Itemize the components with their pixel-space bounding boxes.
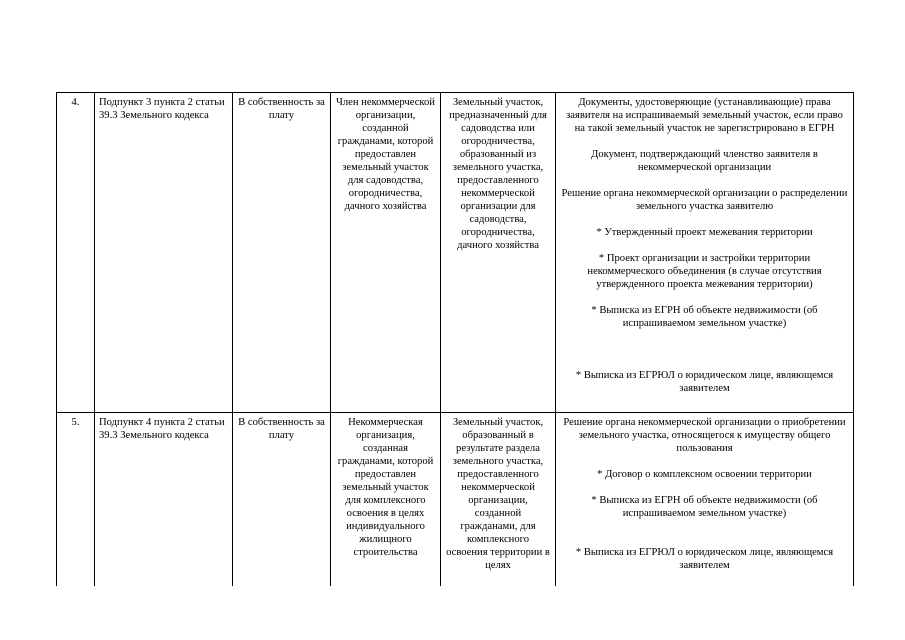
document-item: * Выписка из ЕГРЮЛ о юридическом лице, являющемся заявителем	[575, 370, 834, 394]
document-item: Решение органа некоммерческой организации о приобретении земельного участка, относящегося к имуществу общего пользования	[563, 417, 846, 454]
document-item: * Выписка из ЕГРЮЛ о юридическом лице, являющемся заявителем	[575, 547, 834, 571]
document-item: Документ, подтверждающий членство заявителя в некоммерческой организации	[591, 149, 818, 173]
right-type: В собственность за плату	[233, 413, 331, 587]
document-item: * Проект организации и застройки территории некоммерческого объединения (в случае отсутствия утвержденного проекта межевания территории)	[587, 253, 822, 290]
document-item: * Утвержденный проект межевания территории	[596, 227, 813, 238]
legal-basis: Подпункт 3 пункта 2 статьи 39.3 Земельного кодекса	[95, 93, 233, 413]
document-item: * Договор о комплексном освоении территории	[597, 469, 812, 480]
documents-list	[556, 93, 854, 413]
table-row	[57, 413, 854, 587]
document-item: Документы, удостоверяющие (устанавливающие) права заявителя на испрашиваемый земельный участок, если право на такой земельный участок не зарегистрировано в ЕГРН	[566, 97, 843, 134]
document-item: * Выписка из ЕГРН об объекте недвижимости (об испрашиваемом земельном участке)	[591, 495, 818, 519]
applicant: Член некоммерческой организации, созданной гражданами, которой предоставлен земельный участок для садоводства, огородничества, дачного хозяйства	[331, 93, 441, 413]
documents-list	[556, 413, 854, 587]
document-item: * Выписка из ЕГРН об объекте недвижимости (об испрашиваемом земельном участке)	[591, 305, 818, 329]
row-number: 4.	[57, 93, 95, 413]
services-table	[56, 92, 854, 586]
legal-basis: Подпункт 4 пункта 2 статьи 39.3 Земельного кодекса	[95, 413, 233, 587]
table-row	[57, 93, 854, 413]
land-plot: Земельный участок, образованный в результате раздела земельного участка, предоставленного некоммерческой организации, созданной гражданами, для комплексного освоения территории в целях	[441, 413, 556, 587]
row-number: 5.	[57, 413, 95, 587]
land-plot: Земельный участок, предназначенный для садоводства или огородничества, образованный из земельного участка, предоставленного некоммерческой организации для садоводства, огородничества, дачного хозяйства	[441, 93, 556, 413]
right-type: В собственность за плату	[233, 93, 331, 413]
document-item: Решение органа некоммерческой организации о распределении земельного участка заявителю	[561, 188, 848, 212]
applicant: Некоммерческая организация, созданная гражданами, которой предоставлен земельный участок для комплексного освоения в целях индивидуального жилищного строительства	[331, 413, 441, 587]
